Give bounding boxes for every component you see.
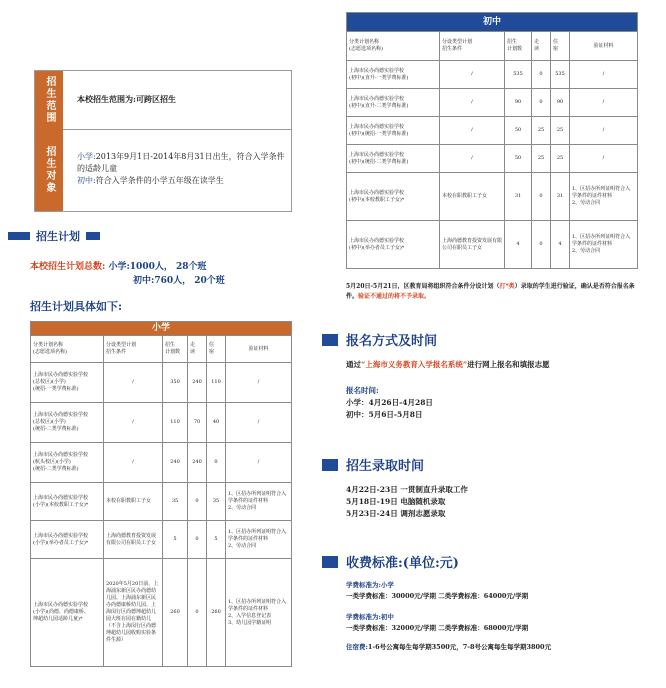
registration-time: 报名时间: 小学：4月26日-4月28日 初中：5月6日-5月8日 [346, 386, 433, 419]
table-row: 上海市民办尚德实验学校 (初中)(统招-二类学费标准) / 50 25 25 / [347, 145, 638, 173]
scope-target-row [35, 129, 291, 211]
heading-bar-icon [86, 232, 100, 240]
scope-range-row [35, 71, 291, 130]
table-row: 上海市民办尚德实验学校 (小学)(本校教职工子女)* 本校在职教职工子女 35 0 35 1、区招办所列证明符合入学条件的证件材料 2、劳动合同 [31, 483, 292, 521]
table-row: 上海市民办尚德实验学校 (初中)(直升-二类学费标准) / 90 0 90 / [347, 89, 638, 117]
plan-detail-heading: 招生计划具体如下: [30, 300, 123, 313]
list-item: 5月23日-24日 调剂志愿录取 [346, 509, 446, 518]
registration-text: 通过“上海市义务教育入学报名系统”进行网上报名和填报志愿 [346, 360, 550, 369]
list-item: 5月18日-19日 电脑随机录取 [346, 497, 446, 506]
table-row: 上海市民办尚德实验学校 (总校区)(小学) (统招-二类学费标准) / 110 70 40 / [31, 403, 292, 443]
heading-bar-icon [8, 232, 30, 240]
table-row: 上海市民办尚德实验学校 (初中)(举办者员工子女)* 上海尚德教育投资发展有限公司在职员工子女 4 0 4 1、区招办所列证明符合入学条件的证件材料 2、劳动合同 [347, 221, 638, 269]
heading-square-icon [322, 556, 338, 568]
heading-square-icon [322, 334, 338, 346]
primary-table-header: 分类计划名称 (志愿选项名称) 分设类型计划 招生条件 招生 计划数 走 读 住 宿 验证材料 [31, 336, 292, 363]
middle-table-title: 初中 [347, 13, 638, 32]
admission-list [346, 484, 468, 520]
table-row: 上海市民办尚德实验学校 (总校区)(小学) (统招-一类学费标准) / 350 240 110 / [31, 363, 292, 403]
range-text: 本校招生范围为:可跨区招生 [77, 94, 176, 104]
plan-total-middle: 初中:760人， 20个班 [133, 276, 225, 286]
plan-total: 本校招生计划总数: 小学:1000人， 28个班 [30, 262, 207, 272]
target-text: 小学:2013年9月1日-2014年8月31日出生，符合入学条件的适龄儿童 初中:符合入学条件的小学五年级在读学生 [77, 152, 285, 185]
middle-table-header: 分类计划名称 (志愿选项名称) 分设类型计划 招生条件 招生 计划数 走 读 住 宿 验证材料 [347, 32, 638, 61]
registration-heading: 报名方式及时间 [322, 330, 437, 349]
list-item: 4月22日-23日 一贯制直升录取工作 [346, 485, 468, 494]
primary-plan-table [30, 321, 292, 667]
table-row: 上海市民办尚德实验学校 (小学)(尚德、尚德康桥、 坤超幼儿园适龄儿童)* 2020年5月20日前，上海浦东新区民办尚德幼儿园、上海浦东新区民办尚德康桥幼儿园、上海闵行区尚德坤超幼儿园大班在园在籍幼儿（不含上海闵行区尚德坤超幼儿园收购实验条件生源） 260 0 260 1、区招办所列证明符合入学条件的证件材料 2、入学信息登记表 3、幼儿园学籍证明 [31, 559, 292, 667]
fees-detail: 学费标准为:小学 一类学费标准：30000元/学期 二类学费标准：64000元/学期 学费标准为:初中 一类学费标准：32000元/学期 二类学费标准：68000元/学期 住宿费:1-6号公寓每生每学期3500元，7-8号公寓每生每学期3800元 [346, 581, 552, 651]
fees-heading: 收费标准:(单位:元) [322, 552, 459, 571]
plan-heading: 招生计划 [8, 228, 100, 244]
primary-table-title: 小学 [31, 322, 292, 336]
table-row: 上海市民办尚德实验学校 (初中)(本校教职工子女)* 本校在职教职工子女 31 0 31 1、区招办所列证明符合入学条件的证件材料 2、劳动合同 [347, 173, 638, 221]
admission-heading: 招生录取时间 [322, 455, 424, 474]
enrollment-scope-box [34, 70, 292, 212]
table-row: 上海市民办尚德实验学校 (航头校区)(小学) (统招-二类学费标准) / 240 240 0 / [31, 443, 292, 483]
range-label: 招生范围 [35, 71, 63, 129]
table-row: 上海市民办尚德实验学校 (初中)(统招-一类学费标准) / 50 25 25 / [347, 117, 638, 145]
table-row: 上海市民办尚德实验学校 (小学)(举办者员工子女)* 上海尚德教育投资发展有限公司在职员工子女 5 0 5 1、区招办所列证明符合入学条件的证件材料 2、劳动合同 [31, 521, 292, 559]
target-label: 招生对象 [35, 129, 63, 211]
heading-square-icon [322, 459, 338, 471]
table-row: 上海市民办尚德实验学校 (初中)(直升-一类学费标准) / 535 0 535 / [347, 61, 638, 89]
verification-note: 5月20日-5月21日，区教育局将组织符合条件分设计划（打*类）录取的学生进行验证，确认是否符合报名条件。验证不通过的将不予录取。 [346, 283, 635, 300]
middle-plan-table [346, 12, 638, 269]
